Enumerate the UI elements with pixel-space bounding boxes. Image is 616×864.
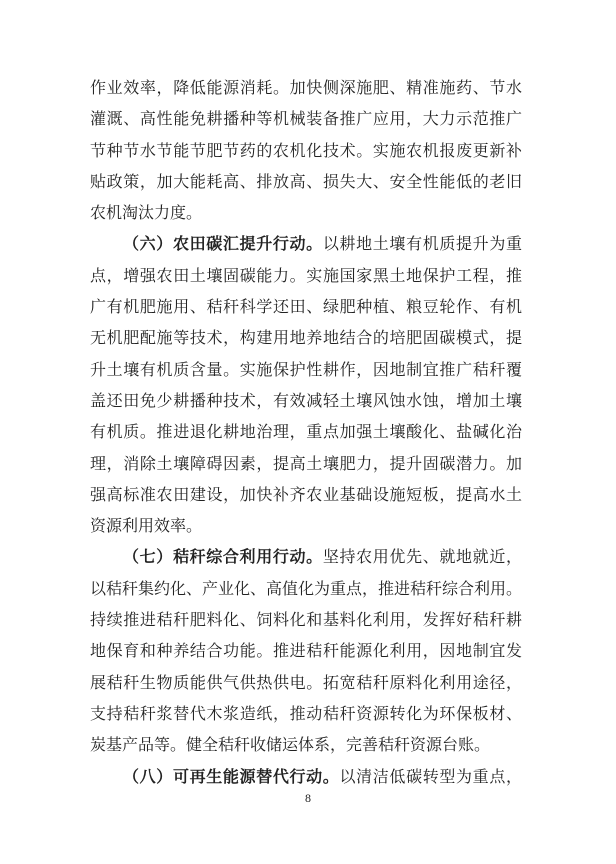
text-line: 以秸秆集约化、产业化、高值化为重点，推进秸秆综合利用。 bbox=[90, 578, 522, 598]
section-heading: （七）秸秆综合利用行动。 bbox=[123, 547, 323, 567]
text-line: 资源利用效率。 bbox=[90, 516, 203, 536]
text-span: 以清洁低碳转型为重点， bbox=[339, 766, 522, 786]
document-body bbox=[90, 72, 522, 792]
text-line: 理，消除土壤障碍因素，提高土壤肥力，提升固碳潜力。加 bbox=[90, 453, 522, 473]
paragraph-section-6 bbox=[90, 228, 522, 541]
text-line: 展秸秆生物质能供气供热供电。拓宽秸秆原料化利用途径， bbox=[90, 672, 522, 692]
paragraph-section-8 bbox=[90, 761, 522, 792]
text-line: 强高标准农田建设，加快补齐农业基础设施短板，提高水土 bbox=[90, 484, 522, 504]
paragraph-section-7 bbox=[90, 541, 522, 760]
section-heading: （六）农田碳汇提升行动。 bbox=[123, 234, 323, 254]
text-line: 持续推进秸秆肥料化、饲料化和基料化利用，发挥好秸秆耕 bbox=[90, 610, 522, 630]
text-line: 盖还田免少耕播种技术，有效减轻土壤风蚀水蚀，增加土壤 bbox=[90, 390, 522, 410]
text-line: 贴政策，加大能耗高、排放高、损失大、安全性能低的老旧 bbox=[90, 171, 522, 191]
text-line: 作业效率，降低能源消耗。加快侧深施肥、精准施药、节水 bbox=[90, 78, 522, 97]
text-line: 有机质。推进退化耕地治理，重点加强土壤酸化、盐碱化治 bbox=[90, 422, 522, 442]
text-span: 坚持农用优先、就地就近， bbox=[322, 547, 522, 567]
paragraph-1 bbox=[90, 72, 522, 228]
text-line bbox=[90, 541, 522, 572]
text-line: 农机淘汰力度。 bbox=[90, 203, 203, 223]
text-line: 广有机肥施用、秸秆科学还田、绿肥种植、粮豆轮作、有机 bbox=[90, 297, 522, 317]
text-span: 以耕地土壤有机质提升为重 bbox=[322, 234, 522, 254]
text-line: 节种节水节能节肥节药的农机化技术。实施农机报废更新补 bbox=[90, 140, 522, 160]
section-heading: （八）可再生能源替代行动。 bbox=[123, 766, 340, 786]
text-line: 地保育和种养结合功能。推进秸秆能源化利用，因地制宜发 bbox=[90, 641, 522, 661]
page-number: 8 bbox=[305, 791, 311, 805]
text-line: 支持秸秆浆替代木浆造纸，推动秸秆资源转化为环保板材、 bbox=[90, 703, 522, 723]
text-line: 无机肥配施等技术，构建用地养地结合的培肥固碳模式，提 bbox=[90, 328, 522, 348]
text-line: 炭基产品等。健全秸秆收储运体系，完善秸秆资源台账。 bbox=[90, 735, 491, 755]
text-line bbox=[90, 228, 522, 259]
text-line: 点，增强农田土壤固碳能力。实施国家黑土地保护工程，推 bbox=[90, 265, 522, 285]
text-line bbox=[90, 761, 522, 792]
text-line: 灌溉、高性能免耕播种等机械装备推广应用，大力示范推广 bbox=[90, 109, 522, 129]
text-line: 升土壤有机质含量。实施保护性耕作，因地制宜推广秸秆覆 bbox=[90, 359, 522, 379]
